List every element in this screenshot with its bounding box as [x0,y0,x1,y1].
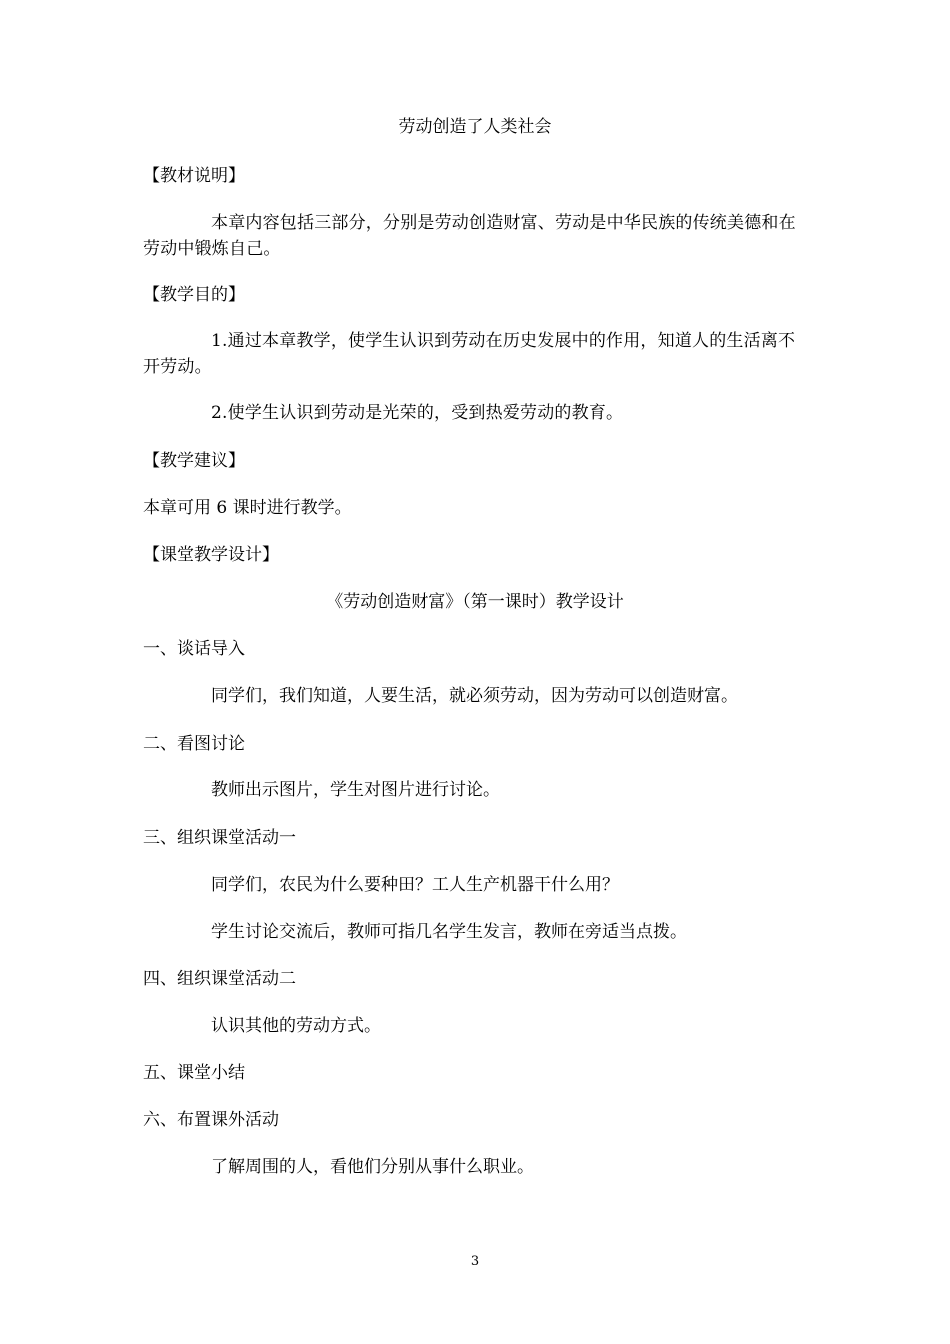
page-number: 3 [470,1254,480,1269]
material-body: 本章内容包括三部分，分别是劳动创造财富、劳动是中华民族的传统美德和在劳动中锻炼自己。 [143,213,796,259]
suggest-body: 本章可用 6 课时进行教学。 [143,498,352,518]
step-heading-4: 四、组织课堂活动二 [143,969,296,989]
goal-item-2: 2.使学生认识到劳动是光荣的，受到热爱劳动的教育。 [211,403,624,423]
step-heading-3: 三、组织课堂活动一 [143,828,296,848]
step-heading-1: 一、谈话导入 [143,639,245,659]
document-title: 劳动创造了人类社会 [398,117,552,137]
step-body-1: 同学们，我们知道，人要生活，就必须劳动，因为劳动可以创造财富。 [211,686,738,706]
step-body-6: 了解周围的人，看他们分别从事什么职业。 [211,1157,534,1177]
step-body-3b: 学生讨论交流后，教师可指几名学生发言，教师在旁适当点拨。 [211,922,687,942]
material-heading: 【教材说明】 [143,166,245,186]
goals-heading: 【教学目的】 [143,285,245,305]
suggest-heading: 【教学建议】 [143,451,245,471]
step-body-4: 认识其他的劳动方式。 [211,1016,381,1036]
step-heading-2: 二、看图讨论 [143,734,245,754]
goal-item-1: 1.通过本章教学，使学生认识到劳动在历史发展中的作用，知道人的生活离不开劳动。 [143,331,796,377]
design-heading: 【课堂教学设计】 [143,545,279,565]
step-heading-5: 五、课堂小结 [143,1063,245,1083]
step-heading-6: 六、布置课外活动 [143,1110,279,1130]
step-body-3a: 同学们，农民为什么要种田？工人生产机器干什么用？ [211,875,619,895]
design-title: 《劳动创造财富》（第一课时）教学设计 [326,592,624,612]
step-body-2: 教师出示图片，学生对图片进行讨论。 [211,780,500,800]
